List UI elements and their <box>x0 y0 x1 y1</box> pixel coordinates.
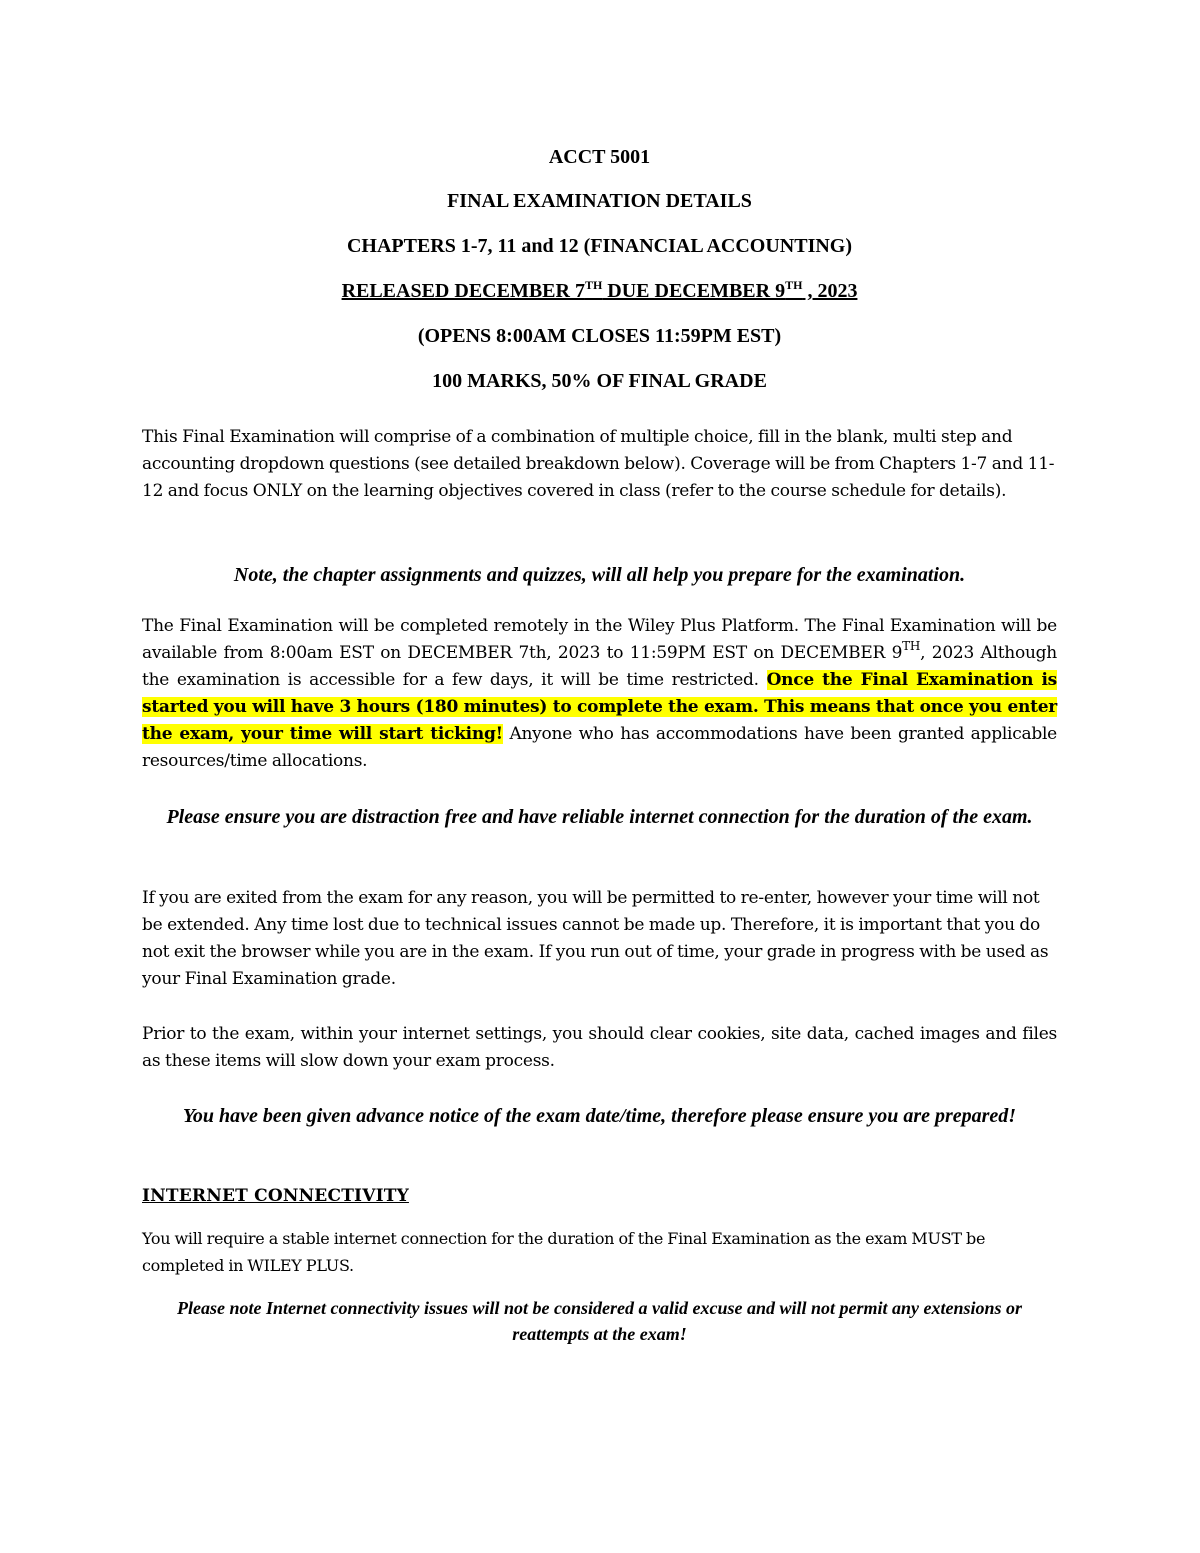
platform-superscript: TH <box>902 639 921 653</box>
intro-paragraph: This Final Examination will comprise of a combination of multiple choice, fill in the blank, multi step and accounting dropdown questions (see detailed breakdown below). Coverage will be from Chapters 1-7 and 11-12 and focus ONLY on the learning objectives covered in class (refer to the course schedule for details). <box>142 427 1055 501</box>
course-code: ACCT 5001 <box>548 146 651 168</box>
marks-line: 100 MARKS, 50% OF FINAL GRADE <box>432 370 767 392</box>
release-dates <box>142 279 1057 303</box>
release-superscript-1: TH <box>584 278 603 292</box>
platform-text-1: The Final Examination will be completed remotely in the Wiley Plus Platform. The Final Examination will be available from 8:00am EST on DECEMBER 7th, 2023 to 11:59PM EST on DECEMBER 9 <box>142 616 1057 663</box>
document-title: FINAL EXAMINATION DETAILS <box>447 190 752 212</box>
exam-hours: (OPENS 8:00AM CLOSES 11:59PM EST) <box>417 325 782 347</box>
time-limit-highlight: Once the Final Examination is started you will have 3 hours (180 minutes) to complete the exam. This means that once you enter the exam, your time will start ticking! <box>142 670 1057 744</box>
release-superscript-2: TH <box>785 278 803 292</box>
internet-note: Please note Internet connectivity issues will not be considered a valid excuse and will not permit any extensions or reattempts at the exam! <box>177 1298 1022 1344</box>
internet-paragraph: You will require a stable internet connection for the duration of the Final Examination as the exam MUST be completed in WILEY PLUS. <box>142 1229 986 1275</box>
internet-connectivity-heading: INTERNET CONNECTIVITY <box>142 1186 409 1206</box>
release-part-2: DUE DECEMBER 9 <box>602 280 786 302</box>
distraction-note: Please ensure you are distraction free and have reliable internet connection for the duration of the exam. <box>166 806 1033 828</box>
prior-paragraph: Prior to the exam, within your internet settings, you should clear cookies, site data, cached images and files as these items will slow down your exam process. <box>142 1024 1057 1071</box>
release-part-1: RELEASED DECEMBER 7 <box>341 280 585 302</box>
advance-notice-note: You have been given advance notice of the exam date/time, therefore please ensure you are prepared! <box>182 1105 1017 1127</box>
exit-policy-paragraph: If you are exited from the exam for any reason, you will be permitted to re-enter, however your time will not be extended. Any time lost due to technical issues cannot be made up. Therefore, it is important that you do not exit the browser while you are in the exam. If you run out of time, your grade in progress with be used as your Final Examination grade. <box>142 888 1049 989</box>
document-page <box>142 0 1057 1553</box>
platform-paragraph <box>142 613 1057 775</box>
release-text <box>342 280 858 302</box>
platform-text-3: Anyone who has accommodations have been granted applicable resources/time allocations. <box>142 724 1057 771</box>
assignments-note: Note, the chapter assignments and quizzes, will all help you prepare for the examination. <box>233 564 966 586</box>
platform-text-2: , 2023 Although the examination is accessible for a few days, it will be time restricted. <box>142 643 1057 690</box>
chapters-line: CHAPTERS 1-7, 11 and 12 (FINANCIAL ACCOUNTING) <box>346 235 853 257</box>
release-part-3: , 2023 <box>802 280 858 302</box>
